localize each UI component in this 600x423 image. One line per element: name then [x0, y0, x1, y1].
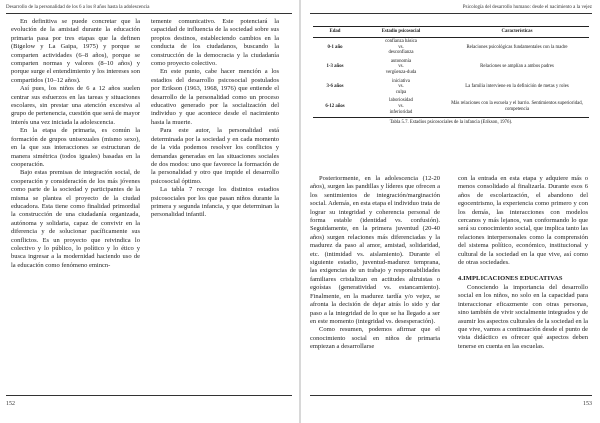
- right-page: [300, 0, 600, 423]
- table-row: [313, 37, 589, 57]
- crisis-pole: confianza básica: [385, 39, 417, 45]
- right-head-rule: [310, 13, 592, 14]
- paragraph: Así pues, los niños de 6 a 12 años suelen centrar sus esfuerzos en las tareas y situaciones escolares, sin prestar una atención excesiva al grupo de pertenencia, cuestión que será de mayor interés una vez iniciada la adolescencia.: [11, 85, 140, 126]
- stages-table-container: [313, 26, 589, 125]
- table-header-cell: Características: [445, 27, 589, 38]
- age-cell: 0-1 año: [327, 44, 343, 50]
- left-foot-rule: [6, 395, 292, 396]
- features-cell: Relaciones se amplían a ambos padres: [480, 64, 554, 70]
- crisis-pole: desconfianza: [388, 50, 414, 56]
- left-column-1: [11, 18, 140, 270]
- age-cell: 6-12 años: [313, 97, 357, 117]
- crisis-pole: inferioridad: [389, 109, 413, 115]
- table-header-row: [313, 27, 589, 38]
- crisis-cell: [357, 37, 445, 57]
- paragraph: En este punto, cabe hacer mención a los estadios del desarrollo psicosocial postulados por Erikson (1963, 1968, 1976) que entiende el desarrollo de la personalidad como un proceso educativo generado por la socialización del individuo y que acontece desde el nacimiento hasta la muerte.: [151, 68, 279, 126]
- crisis-vs: vs.: [398, 104, 404, 110]
- paragraph: con la entrada en esta etapa y adquiere más o menos consolidado al finalizarla. Durante esos 6 años de escolarización, el abandono del egocentrismo, la experiencia como primero y con los demás, las interacciones con modelos cercanos y más lejanos, van conformando lo que será su conocimiento social, que implica tanto las relaciones interpersonales como la comprensión del sistema político, económico, institucional y cultural de la sociedad en la que vive, así como de otras sociedades.: [458, 175, 588, 267]
- crisis-pole: autonomía: [390, 58, 412, 64]
- paragraph: Para este autor, la personalidad está determinada por la sociedad y en cada momento de la vida podemos resolver los conflictos y demandas generadas en las situaciones sociales de dos modos: uno que favorece la formación de la personalidad y otro que impide el desarrollo psicosocial óptimo.: [151, 127, 279, 185]
- age-cell: 1-3 años: [326, 64, 344, 70]
- features-cell: Más relaciones con la escuela y el barrio. Sentimientos superioridad, competencia: [445, 97, 589, 117]
- crisis-pole: vergüenza-duda: [385, 70, 417, 76]
- left-column-2: [151, 18, 279, 220]
- crisis-cell: [357, 77, 445, 97]
- paragraph: La tabla 7 recoge los distintos estadios psicosociales por los que pasan niños durante la primera y segunda infancia, y que determinan la personalidad infantil.: [151, 186, 279, 219]
- right-page-number: 153: [583, 401, 592, 407]
- crisis-pole: iniciativa: [392, 78, 410, 84]
- table-row: [313, 77, 589, 97]
- features-cell: La familia interviene en la definición de metas y roles: [465, 84, 569, 90]
- crisis-vs: vs.: [398, 64, 404, 70]
- features-cell: Relaciones psicológicas fundamentales con la madre: [466, 44, 568, 50]
- right-foot-rule: [310, 395, 592, 396]
- table-caption: Tabla 5.7. Estadios psicosociales de la infancia (Erikson, 1976).: [389, 119, 513, 125]
- crisis-pole: culpa: [395, 89, 407, 95]
- crisis-vs: vs.: [398, 84, 404, 90]
- paragraph: Conociendo la importancia del desarrollo social en los niños, no solo en la capacidad para interaccionar eficazmente con otras personas, sino también de vivir socialmente integrados y de asumir los aspectos culturales de la sociedad en la que vive, vamos a continuación desde el punto de vista didáctico es ofrecer qué aspectos deben tenerse en cuenta en las escuelas.: [458, 283, 588, 350]
- left-head-rule: [6, 13, 292, 14]
- crisis-pole: laboriosidad: [389, 98, 413, 104]
- paragraph: En la etapa de primaria, es común la formación de grupos unisexuales (mismo sexo), en la que sus interacciones se estructuran de manera simétrica (todos iguales) basadas en la cooperación.: [11, 127, 140, 168]
- table-header-cell: Edad: [313, 27, 357, 38]
- section-heading: 4.IMPLICACIONES EDUCATIVAS: [458, 275, 563, 283]
- table-header-cell: Estadio psicosocial: [357, 27, 445, 38]
- age-cell: 3-6 años: [326, 84, 344, 90]
- table-row: [313, 97, 589, 117]
- right-running-head: Psicología del desarrollo humano: desde el nacimiento a la vejez: [462, 5, 592, 10]
- crisis-cell: [357, 97, 445, 117]
- erikson-stages-table: [313, 26, 589, 118]
- left-running-head: Desarrollo de la personalidad de los 6 a los 8 años hasta la adolescencia: [6, 5, 150, 10]
- left-page-number: 152: [6, 401, 15, 407]
- paragraph: En definitiva se puede concretar que la evolución de la amistad durante la educación primaria pasa por tres etapas que la definen (Bigelow y La Gaipa, 1975) y porque se comparten actividades (6–8 años), porque se comparten normas y valores (8–10 años) y porque surge el entendimiento y los intereses son compartidos (10–12 años).: [11, 18, 140, 84]
- right-column-1: [310, 175, 440, 352]
- paragraph: Como resumen, podemos afirmar que el conocimiento social en niños de primaria empiezan a desarrollarse: [310, 326, 440, 351]
- crisis-vs: vs.: [398, 44, 404, 50]
- right-column-2: [458, 175, 588, 351]
- table-row: [313, 57, 589, 77]
- paragraph: Posteriormente, en la adolescencia (12-20 años), surgen las pandillas y líderes que ofrecen a los sentimientos de integración/marginación social. Además, en esta etapa el individuo trata de lograr su integridad y coherencia personal de forma estable (identidad vs. confusión). Seguidamente, en la primera juventud (20-40 años) surgen relaciones más diferenciadas y la madurez da paso al amor, amistad, solidaridad, etc. (intimidad vs. aislamiento). Durante el siguiente estadio, juventud-madurez temprana, las exigencias de un trabajo y responsabilidades familiares cristalizan en actitudes altruistas o egoístas (generatividad vs. estancamiento). Finalmente, en la madurez tardía y/o vejez, se afronta la decisión de dejar atrás lo sido y dar paso a la integridad de lo que se ha llegado a ser en este momento (integridad vs. desesperación).: [310, 175, 440, 325]
- crisis-cell: [357, 57, 445, 77]
- paragraph: Bajo estas premisas de integración social, de cooperación y consideración de los más jóvenes como parte de la sociedad y participantes de la misma se plantea el proyecto de la ciudad educadora. Esta tiene como finalidad primordial la construcción de una ciudadanía organizada, autónoma y solidaria, capaz de convivir en la diferencia y de solucionar pacíficamente sus conflictos. Es un proyecto que reivindica lo colectivo y lo público, lo político y lo ético y busca ingresar a la modernidad haciendo uso de la educación como fenómeno emincn-: [11, 169, 140, 269]
- paragraph: temente comunicativo. Este potenciará la capacidad de influencia de la sociedad sobre sus propios destinos, estableciendo cambios en la conducta de los ciudadanos, buscando la construcción de la democracia y la ciudadanía como proyecto colectivo.: [151, 18, 279, 68]
